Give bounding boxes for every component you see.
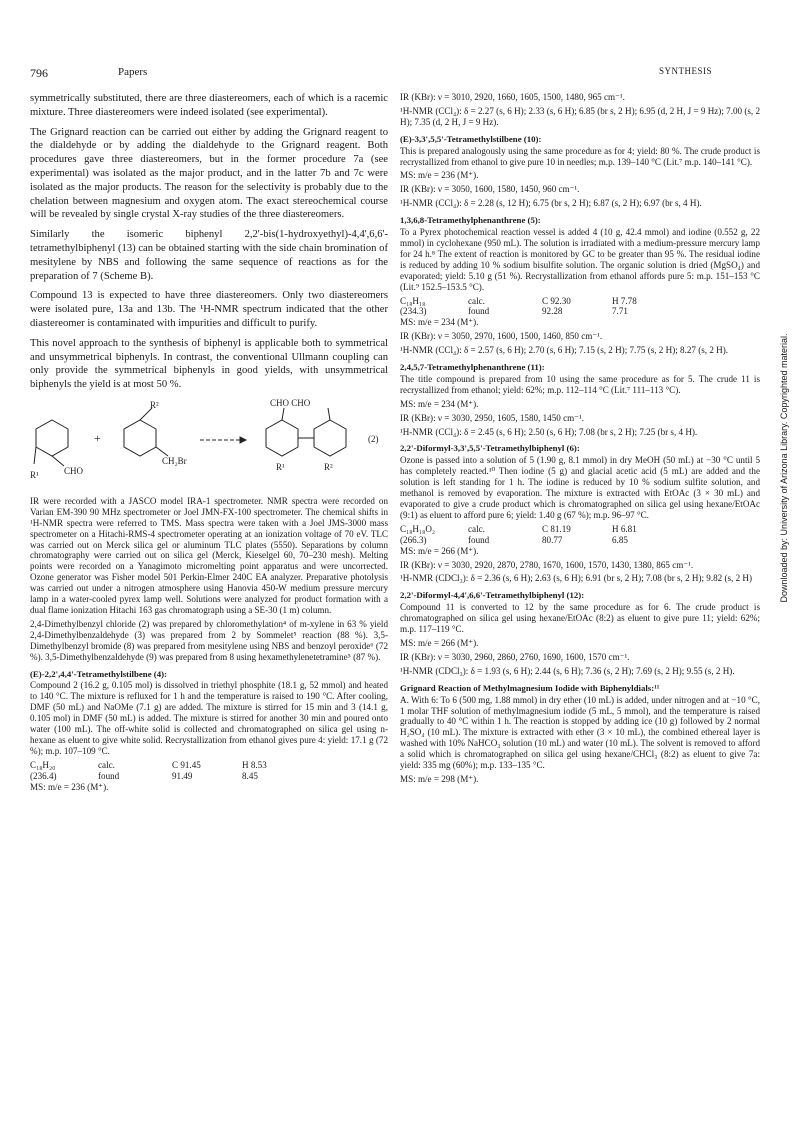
scheme-label-ch2br: CH₂Br xyxy=(162,455,187,466)
scheme-label-dialdehyde: CHO CHO xyxy=(270,397,311,408)
compound-heading: 1,3,6,8-Tetramethylphenanthrene (5): xyxy=(400,215,541,226)
scheme-label-r1-product: R¹ xyxy=(276,461,285,472)
left-column xyxy=(30,92,388,796)
scheme-label-r2: R² xyxy=(150,399,159,410)
paragraph: The title compound is prepared from 10 using the same procedure as for 5. The crude 11 is recrystallized from ethanol; yield: 62%; m.p. 112–114 °C (Lit.⁷ 111–113 °C). xyxy=(400,373,760,395)
paragraph: A. With 6: To 6 (500 mg, 1.88 mmol) in dry ether (10 mL) is added, under nitrogen and at −10 °C, 1 molar THF solution of methylmagnesium iodide (5 mL, 5 mmol), and the temperature is raised gradually to 40 °C within 1 h. The reaction is stopped by adding ice (10 g) followed by 2 normal H₂SO₄ (10 mL). The mixture is extracted with ether (3 × 10 mL), the combined ethereal layer is washed with 10% NaHCO₃ solution (10 mL) and water (10 mL). The solvent is removed to afford a solid which is chromatographed on silica gel using hexane/CHCl₃ (8:2) as eluent to give 7a: yield: 335 mg (60%); m.p. 133–135 °C. xyxy=(400,694,760,771)
ir-data: IR (KBr): ν = 3050, 1600, 1580, 1450, 960 cm⁻¹. xyxy=(400,184,580,195)
analysis-row: C₁₈H₂₀ calc. C 91.45 H 8.53 xyxy=(30,759,267,770)
biphenyl-ring-2 xyxy=(314,420,346,456)
paragraph: This novel approach to the synthesis of biphenyl is applicable both to symmetrical and unsymmetrical biphenyls. In contrast, the conventional Ullmann coupling can only provide the symmetrical biphenyls in good yields, with unsymmetrical biphenyls the yield is at most 50 %. xyxy=(30,337,388,391)
analysis-row: (266.3) found 80.77 6.85 xyxy=(400,534,628,545)
right-column xyxy=(400,92,760,788)
analysis-row: C₁₈H₁₈ calc. C 92.30 H 7.78 xyxy=(400,295,637,306)
ms-data: MS: m/e = 266 (M⁺). xyxy=(400,637,479,648)
nmr-data: ¹H-NMR (CCl₄): δ = 2.28 (s, 12 H); 6.75 (br s, 2 H); 6.87 (s, 2 H); 6.97 (br s, 4 H). xyxy=(400,198,702,209)
paragraph: The Grignard reaction can be carried out either by adding the Grignard reagent to the dialdehyde or by adding the dialdehyde to the Grignard reagent. Both procedures gave three diastereomers, but in the former procedure 7a (see experimental) was isolated as the major product, and in the latter 7b and 7c were isolated as the major products. The reason for the selectivity is probably due to the chelation between magnesium and oxygen atom. The exact stereochemical course will be revealed by single crystal X-ray studies of the three diastereomers. xyxy=(30,126,388,221)
ms-data: MS: m/e = 234 (M⁺). xyxy=(400,317,479,328)
ms-data: MS: m/e = 236 (M⁺). xyxy=(400,170,479,181)
nmr-data: ¹H-NMR (CDCl₃): δ = 1.93 (s, 6 H); 2.44 (s, 6 H); 7.36 (s, 2 H); 7.69 (s, 2 H); 9.55 (s, 2 H). xyxy=(400,665,735,676)
paragraph: Similarly the isomeric biphenyl 2,2'-bis(1-hydroxyethyl)-4,4',6,6'-tetramethylbiphenyl (13) can be obtained starting with the side chain bromination of mesitylene by NBS and following the same sequence of reactions as for the preparation of 7 (Scheme B). xyxy=(30,229,388,282)
download-notice-text: Downloaded by: University of Arizona Library. Copyrighted material. xyxy=(779,333,789,603)
benzene-ring-2 xyxy=(124,420,156,456)
paragraph: symmetrically substituted, there are three diastereomers, each of which is a racemic mixture. Three diastereomers were indeed isolated (see experimental). xyxy=(30,93,388,118)
nmr-data: ¹H-NMR (CCl₄): δ = 2.57 (s, 6 H); 2.70 (s, 6 H); 7.15 (s, 2 H); 7.75 (s, 2 H); 8.27 (s, 2 H). xyxy=(400,345,729,356)
ms-data: MS: m/e = 266 (M⁺). xyxy=(400,545,479,556)
scheme-label-r1: R¹ xyxy=(30,469,39,480)
benzene-ring-1 xyxy=(36,420,68,456)
section-heading: Grignard Reaction of Methylmagnesium Iodide with Biphenyldials:¹¹ xyxy=(400,682,660,693)
scheme-number: (2) xyxy=(368,433,379,444)
ms-data: MS: m/e = 236 (M⁺). xyxy=(30,781,109,792)
paragraph: 2,4-Dimethylbenzyl chloride (2) was prepared by chloromethylation⁴ of m-xylene in 63 % yield 2,4-Dimethylbenzaldehyde (3) was prepared from 2 by Sommelet⁵ reaction (88 %). 3,5-Dimethylbenzyl bromide (8) was prepared from mesitylene using NBS and benzoyl peroxide⁶ (72 %). 3,5-Dimethylbenzaldehyde (9) was prepared from 8 using hexamethylenetetramine⁵ (87 %). xyxy=(30,618,388,662)
compound-heading: (E)-2,2',4,4'-Tetramethylstilbene (4): xyxy=(30,668,167,679)
paragraph: Ozone is passed into a solution of 5 (1.90 g, 8.1 mmol) in dry MeOH (50 mL) at −30 °C until 5 has completely reacted.¹⁰ Then iodine (5 g) and glacial acetic acid (5 mL) are added and the solution is left standing for 1 h. The iodine is reduced by 10 % sodium sulfite solution, and methanol is removed by evaporation. The mixture is extracted with EtOAc (3 × 30 mL) and evaporated to give a crude product which is chromatographed on silica gel using hexane/EtOAc (9:1) as eluent to afford pure 6; yield: 1.40 g (67 %); m.p. 96–97 °C. xyxy=(400,455,760,520)
compound-heading: 2,2'-Diformyl-4,4',6,6'-Tetramethylbiphenyl (12): xyxy=(400,590,585,601)
download-notice xyxy=(776,236,792,706)
ms-data: MS: m/e = 298 (M⁺). xyxy=(400,773,479,784)
compound-heading: 2,4,5,7-Tetramethylphenanthrene (11): xyxy=(400,362,545,373)
nmr-data: ¹H-NMR (CCl₄): δ = 2.27 (s, 6 H); 2.33 (s, 6 H); 6.85 (br s, 2 H); 6.95 (d, 2 H, J = 9 Hz); 7.00 (s, 2 H); 7.35 (d, 2 H, J = 9 Hz). xyxy=(400,105,760,127)
ir-data: IR (KBr): ν = 3010, 2920, 1660, 1605, 1500, 1480, 965 cm⁻¹. xyxy=(400,92,625,102)
ir-data: IR (KBr): ν = 3050, 2970, 1600, 1500, 1460, 850 cm⁻¹. xyxy=(400,331,603,342)
ir-data: IR (KBr): ν = 3030, 2950, 1605, 1580, 1450 cm⁻¹. xyxy=(400,412,584,423)
paragraph: Compound 2 (16.2 g, 0.105 mol) is dissolved in triethyl phosphite (18.1 g, 52 mmol) and heated to 140 °C. The mixture is refluxed for 1 h and the temperature is raised to 190 °C. After cooling, DMF (50 mL) and NaOMe (7.1 g) are added. The mixture is stirred for 15 min and 3 (14.1 g, 0.105 mol) in DMF (50 mL) is added. The mixture is stirred for another 30 min and poured onto water (100 mL). The off-white solid is collected and chromatographed on silica gel using n-hexane as eluent to give white solid. Recrystallization from ethanol gives pure 4: yield: 17.1 g (72 %); m.p. 107–109 °C. xyxy=(30,680,388,756)
paragraph: Compound 11 is converted to 12 by the same procedure as for 6. The crude product is chromatographed on silica gel using hexane/EtOAc (8:2) as eluent to give pure 11; yield: 62%; m.p. 117–119 °C. xyxy=(400,602,760,635)
section-title: Papers xyxy=(118,66,148,78)
ir-data: IR (KBr): ν = 3030, 2920, 2870, 2780, 1670, 1600, 1570, 1430, 1380, 865 cm⁻¹. xyxy=(400,559,694,570)
paragraph: To a Pyrex photochemical reaction vessel is added 4 (10 g, 42.4 mmol) and iodine (0.552 g, 22 mmol) in cyclohexane (950 mL). The solution is irradiated with a medium-pressure mercury lamp for 24 h.⁸ The extent of reaction is monitored by GC to be greater than 95 %. The residual iodine is reduced by adding 10 % sodium bisulfite solution. The organic solution is dried (MgSO₄) and evaporated; yield: 5.10 g (51 %). Recrystallization from ethanol affords pure 5: m.p. 151–153 °C (Lit.⁹ 152.5–153.5 °C). xyxy=(400,227,760,292)
compound-heading: (E)-3,3',5,5'-Tetramethylstilbene (10): xyxy=(400,133,542,144)
nmr-data: ¹H-NMR (CDCl₃): δ = 2.36 (s, 6 H); 2.63 (s, 6 H); 6.91 (br s, 2 H); 7.08 (br s, 2 H); 9.82 (s, 2 H) xyxy=(400,573,753,584)
journal-name: SYNTHESIS xyxy=(658,66,712,76)
compound-heading: 2,2'-Diformyl-3,3',5,5'-Tetramethylbiphenyl (6): xyxy=(400,443,580,454)
paragraph: Compound 13 is expected to have three diastereomers. Only two diastereomers were isolated pure, 13a and 13b. The ¹H-NMR spectrum indicated that the other diastereomer is contaminated with impurities and difficult to purify. xyxy=(30,290,388,329)
biphenyl-ring-1 xyxy=(266,420,298,456)
scheme-label-r2-product: R² xyxy=(324,461,333,472)
paragraph: This is prepared analogously using the same procedure as for 4; yield: 80 %. The crude product is recrystallized from ethanol to give pure 10 in needles; m.p. 139–140 °C (Lit.⁷ m.p. 140–141 °C). xyxy=(400,145,760,167)
ms-data: MS: m/e = 234 (M⁺). xyxy=(400,398,479,409)
plus-sign: + xyxy=(94,430,101,445)
analysis-row: C₁₈H₁₈O₂ calc. C 81.19 H 6.81 xyxy=(400,523,637,534)
nmr-data: ¹H-NMR (CCl₄): δ = 2.45 (s, 6 H); 2.50 (s, 6 H); 7.08 (br s, 2 H); 7.25 (br s, 4 H). xyxy=(400,426,698,437)
analysis-row: (236.4) found 91.49 8.45 xyxy=(30,770,258,781)
scheme-label-cho: CHO xyxy=(64,465,84,476)
reaction-scheme xyxy=(30,398,388,490)
ir-data: IR (KBr): ν = 3030, 2960, 2860, 2760, 1690, 1600, 1570 cm⁻¹. xyxy=(400,651,630,662)
page-number: 796 xyxy=(30,66,48,80)
paragraph: IR were recorded with a JASCO model IRA-1 spectrometer. NMR spectra were recorded on Varian EM-390 90 MHz spectrometer or Joel JMN-FX-100 spectrometer. The chemical shifts in ¹H-NMR spectra were referred to TMS. Mass spectra were taken with a Joel JMS-3000 mass spectrometer on a Hitachi-RMS-4 spectrometer operating at an ionization voltage of 70 eV. TLC was carried out on Merck silica gel or aluminum TLC plates (5550). Separations by column chromatography were carried out on silica gel (Merck, Kieselgel 60, 70–230 mesh). Melting points were recorded on a Yanagimoto micromelting point apparatus and were uncorrected. Ozone generator was Fisher model 501 Perkin-Elmer 240C EA analyzer. Preparative photolysis was carried out under a nitrogen atmosphere using Hanovia 450-W medium pressure mercury lamp in a water-cooled pyrex lamp well. Solutions were analyzed for product formation with a dual flame ionization Hitachi 163 gas chromatograph using a SE-30 (1 m) column. xyxy=(30,495,388,615)
analysis-row: (234.3) found 92.28 7.71 xyxy=(400,306,628,317)
